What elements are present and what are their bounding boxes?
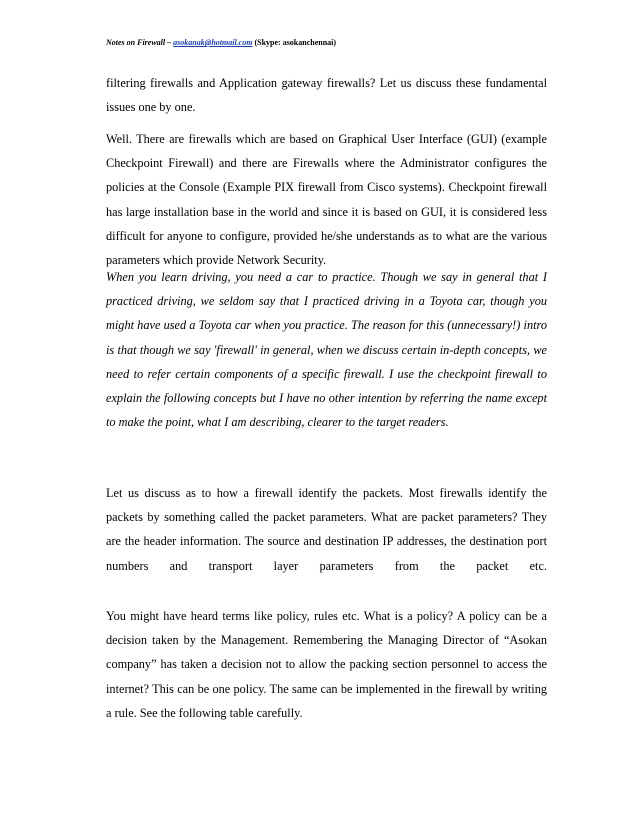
header-skype: (Skype: asokanchennai) <box>252 38 337 47</box>
paragraph-packet-parameters: Let us discuss as to how a firewall identify the packets. Most firewalls identify the packets by something called the packet parameters. What are packet parameters? They are the header information. The source and destination IP addresses, the destination port numbers and transport layer parameters from the packet etc. <box>106 486 547 573</box>
paragraph-filtering: filtering firewalls and Application gateway firewalls? Let us discuss these fundamental issues one by one. <box>106 76 547 115</box>
page-header <box>106 38 336 47</box>
paragraph-driving-analogy: When you learn driving, you need a car to practice. Though we say in general that I practiced driving, we seldom say that I practiced driving in a Toyota car, though you might have used a Toyota car when you practice. The reason for this (unnecessary!) intro is that though we say 'firewall' in general, when we discuss certain in-depth concepts, we need to refer certain components of a specific firewall. I use the checkpoint firewall to explain the following concepts but I have no other intention by referring the name except to make the point, what I am describing, clearer to the target readers. <box>106 270 547 430</box>
header-title: Notes on Firewall – <box>106 38 174 47</box>
paragraph-gui-firewalls: Well. There are firewalls which are based on Graphical User Interface (GUI) (example Checkpoint Firewall) and there are Firewalls where the Administrator configures the policies at the Console (Example PIX firewall from Cisco systems). Checkpoint firewall has large installation base in the world and since it is based on GUI, it is considered less difficult for anyone to configure, provided he/she understands as to what are the various parameters which provide Network Security. <box>106 132 547 268</box>
paragraph-policy-rules: You might have heard terms like policy, rules etc. What is a policy? A policy can be a decision taken by the Management. Remembering the Managing Director of “Asokan company” has taken a decision not to allow the packing section personnel to access the internet? This can be one policy. The same can be implemented in the firewall by writing a rule. See the following table carefully. <box>106 609 547 720</box>
header-email-link[interactable]: asokanak@hotmail.com <box>173 38 253 47</box>
